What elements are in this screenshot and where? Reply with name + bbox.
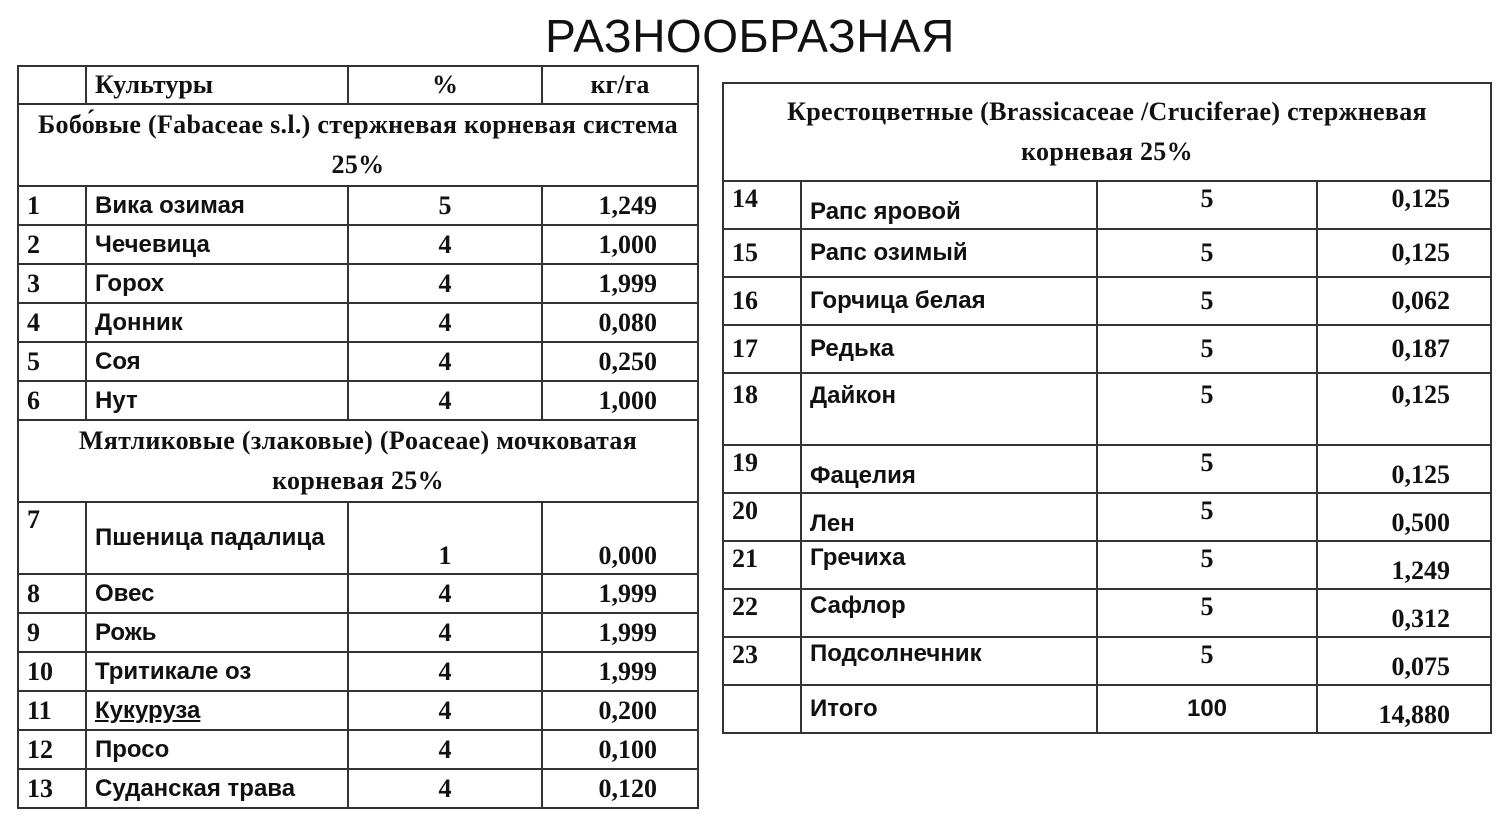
row-num: 14 [723,181,801,229]
row-name: Просо [86,730,348,769]
row-num: 20 [723,493,801,541]
row-name: Подсолнечник [801,637,1097,685]
page-title: РАЗНООБРАЗНАЯ [545,10,955,62]
table-row [18,381,698,420]
row-num: 12 [18,730,86,769]
row-name: Чечевица [86,225,348,264]
row-name: Рапс озимый [801,229,1097,277]
fabaceae-heading: Бобо́вые (Fabaceae s.l.) стержневая корневая система 25% [18,104,698,186]
row-name: Рапс яровой [801,181,1097,229]
row-kg: 1,999 [542,652,698,691]
row-kg: 0,125 [1317,445,1491,493]
row-name: Нут [86,381,348,420]
row-num: 18 [723,373,801,445]
row-kg: 1,999 [542,574,698,613]
table-row [18,613,698,652]
row-percent: 4 [348,769,542,808]
row-num: 23 [723,637,801,685]
table-row [18,264,698,303]
table-row [723,541,1491,589]
row-kg: 0,187 [1317,325,1491,373]
row-kg: 0,125 [1317,181,1491,229]
row-kg: 0,100 [542,730,698,769]
total-label: Итого [801,685,1097,733]
row-kg: 0,075 [1317,637,1491,685]
row-num: 16 [723,277,801,325]
table-row [723,493,1491,541]
row-kg: 0,120 [542,769,698,808]
row-kg: 0,500 [1317,493,1491,541]
row-num: 15 [723,229,801,277]
row-num: 8 [18,574,86,613]
row-percent: 5 [1097,325,1317,373]
row-num: 17 [723,325,801,373]
table-row [18,652,698,691]
total-percent: 100 [1097,685,1317,733]
row-percent: 4 [348,730,542,769]
section-heading-row [723,83,1491,181]
row-name: Вика озимая [86,186,348,225]
table-row [723,325,1491,373]
row-num: 4 [18,303,86,342]
row-percent: 4 [348,342,542,381]
row-num: 13 [18,769,86,808]
row-kg: 1,999 [542,613,698,652]
row-name: Сафлор [801,589,1097,637]
header-num [18,66,86,104]
row-percent: 5 [348,186,542,225]
row-name: Соя [86,342,348,381]
table-row [723,277,1491,325]
row-percent: 5 [1097,229,1317,277]
row-percent: 4 [348,225,542,264]
row-percent: 5 [1097,277,1317,325]
table-row [18,186,698,225]
row-num: 1 [18,186,86,225]
row-name: Горчица белая [801,277,1097,325]
row-kg: 0,080 [542,303,698,342]
row-name: Гречиха [801,541,1097,589]
row-percent: 5 [1097,445,1317,493]
total-kg: 14,880 [1317,685,1491,733]
row-name: Рожь [86,613,348,652]
row-kg: 0,200 [542,691,698,730]
table-row [18,502,698,574]
row-kg: 1,249 [542,186,698,225]
table-row [723,589,1491,637]
table-row [18,769,698,808]
row-name: Овес [86,574,348,613]
row-num: 6 [18,381,86,420]
table-row [18,574,698,613]
row-percent: 4 [348,264,542,303]
row-percent: 1 [348,502,542,574]
row-kg: 0,125 [1317,229,1491,277]
row-num: 2 [18,225,86,264]
row-kg: 0,125 [1317,373,1491,445]
row-name: Лен [801,493,1097,541]
right-crops-table [722,82,1492,734]
header-percent: % [348,66,542,104]
table-row [18,342,698,381]
row-percent: 5 [1097,373,1317,445]
row-kg: 0,000 [542,502,698,574]
table-row [723,373,1491,445]
total-row [723,685,1491,733]
row-num: 11 [18,691,86,730]
table-row [18,730,698,769]
row-kg: 1,000 [542,225,698,264]
row-num: 9 [18,613,86,652]
header-culture: Культуры [86,66,348,104]
table-row [18,303,698,342]
row-kg: 1,999 [542,264,698,303]
table-row [18,691,698,730]
row-percent: 5 [1097,181,1317,229]
row-percent: 5 [1097,637,1317,685]
table-header-row [18,66,698,104]
row-num: 3 [18,264,86,303]
header-kg-per-ha: кг/га [542,66,698,104]
row-num: 10 [18,652,86,691]
row-num: 21 [723,541,801,589]
total-num [723,685,801,733]
row-name: Суданская трава [86,769,348,808]
row-percent: 4 [348,613,542,652]
row-num: 19 [723,445,801,493]
row-percent: 4 [348,303,542,342]
row-num: 22 [723,589,801,637]
row-kg: 0,250 [542,342,698,381]
row-percent: 4 [348,381,542,420]
poaceae-heading: Мятликовые (злаковые) (Poaceae) мочковатая корневая 25% [18,420,698,502]
table-row [18,225,698,264]
table-row [723,637,1491,685]
row-percent: 4 [348,574,542,613]
row-kg: 0,312 [1317,589,1491,637]
row-name: Редька [801,325,1097,373]
row-percent: 5 [1097,493,1317,541]
row-kg: 1,249 [1317,541,1491,589]
table-row [723,445,1491,493]
row-num: 5 [18,342,86,381]
row-percent: 4 [348,652,542,691]
row-name: Дайкон [801,373,1097,445]
table-row [723,181,1491,229]
row-name: Донник [86,303,348,342]
row-name: Тритикале оз [86,652,348,691]
row-num: 7 [18,502,86,574]
row-percent: 4 [348,691,542,730]
left-crops-table [17,65,699,809]
section-heading-row [18,104,698,186]
row-name: Горох [86,264,348,303]
row-name: Фацелия [801,445,1097,493]
row-percent: 5 [1097,589,1317,637]
brassicaceae-heading: Крестоцветные (Brassicaceae /Cruciferae) стержневая корневая 25% [723,83,1491,181]
row-kg: 0,062 [1317,277,1491,325]
row-name: Пшеница падалица [86,502,348,574]
row-name: Кукуруза [86,691,348,730]
section-heading-row [18,420,698,502]
table-row [723,229,1491,277]
row-kg: 1,000 [542,381,698,420]
row-percent: 5 [1097,541,1317,589]
